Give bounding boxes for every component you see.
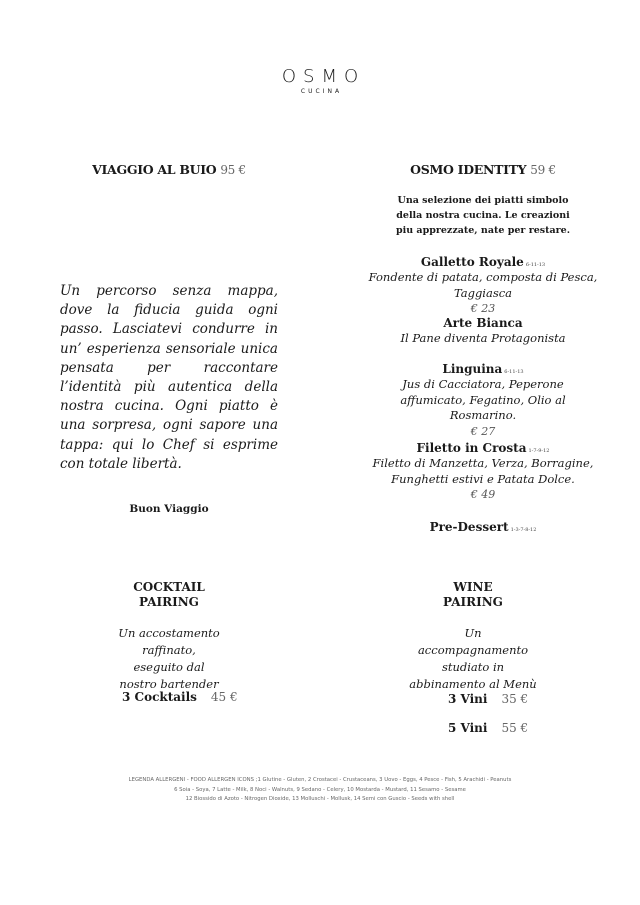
brand-name: OSMO: [281, 66, 366, 87]
buon-viaggio: Buon Viaggio: [129, 503, 209, 515]
cocktail-description: Un accostamento raffinato, eseguito dal nostro bartender: [118, 626, 220, 691]
dish-description: Fondente di patata, composta di Pesca, Taggiasca: [368, 270, 598, 300]
osmo-logo: [0, 66, 640, 95]
wine-option-5: [448, 721, 528, 735]
dish-name: Linguina: [442, 362, 503, 376]
wine-description: Un accompagnamento studiato in abbinamento al Menù: [409, 626, 537, 691]
legend-line: 12 Biossido di Azoto - Nitrogen Dioxide, 13 Molluschi - Mollusk, 14 Semi con Guscio - Seeds with shell: [185, 796, 455, 802]
option-label: 5 Vini: [448, 721, 488, 735]
viaggio-al-buio-title: [60, 162, 278, 177]
cocktail-pairing-section: [60, 580, 278, 610]
dish-name: Arte Bianca: [443, 316, 523, 330]
wine-title-line2: PAIRING: [443, 595, 503, 609]
dish-price: € 27: [470, 424, 496, 438]
dish-arte-bianca: [348, 312, 618, 347]
right-menu-intro: Una selezione dei piatti simbolo della nostra cucina. Le creazioni piu apprezzate, nate per restare.: [395, 195, 571, 236]
dish-name: Filetto in Crosta: [416, 441, 527, 455]
legend-line: 6 Soia - Soya, 7 Latte - Milk, 8 Noci - Walnuts, 9 Sedano - Celery, 10 Mostarda - Mustard, 11 Sesamo - Sesame: [174, 786, 466, 793]
dish-price: € 49: [470, 488, 496, 501]
dish-allergens: 1-3-7-8-12: [510, 527, 537, 533]
dish-description: Jus di Cacciatora, Peperone affumicato, Fegatino, Olio al Rosmarino.: [400, 377, 566, 422]
dish-description: Il Pane diventa Protagonista: [400, 331, 566, 345]
dish-allergens: 6-11-13: [525, 262, 546, 268]
brand-subtitle: CUCINA: [300, 88, 343, 95]
dish-price: € 23: [470, 302, 496, 315]
dish-name: Pre-Dessert: [429, 520, 509, 534]
cocktail-option: [122, 690, 238, 704]
wine-option-3: [448, 692, 528, 706]
dish-name: Galletto Royale: [420, 255, 524, 269]
dish-linguina: [378, 358, 588, 440]
option-price: 55 €: [501, 721, 529, 735]
osmo-identity-title: [348, 162, 618, 177]
option-price: 45 €: [210, 690, 238, 704]
cocktail-title-line1: COCKTAIL: [133, 580, 205, 594]
dish-filetto-in-crosta: [358, 437, 608, 503]
option-label: 3 Cocktails: [122, 690, 197, 704]
option-price: 35 €: [501, 692, 529, 706]
left-menu-description: Un percorso senza mappa, dove la fiducia guida ogni passo. Lasciatevi condurre in un’ esperienza sensoriale unica pensata per raccontare l’identità più autentica della nostra cucina. Ogni piatto è una sorpresa, ogni sapore una tappa: qui lo Chef si esprime con totale libertà.: [60, 283, 278, 472]
wine-pairing-section: [348, 580, 598, 610]
dish-galletto-royale: [348, 251, 618, 317]
dish-pre-dessert: [348, 516, 618, 535]
left-menu-price: 95 €: [220, 163, 246, 177]
cocktail-title-line2: PAIRING: [139, 595, 199, 609]
dish-allergens: 1-7-9-12: [528, 448, 550, 454]
option-label: 3 Vini: [448, 692, 488, 706]
legend-line: LEGENDA ALLERGENI - FOOD ALLERGEN ICONS ;1 Glutine - Gluten, 2 Crostacei - Crustaceans, 3 Uovo - Eggs, 4 Pesce - Fish, 5 Arachidi - Peanuts: [128, 777, 512, 783]
left-menu-title: VIAGGIO AL BUIO: [92, 162, 217, 177]
dish-description: Filetto di Manzetta, Verza, Borragine, Funghetti estivi e Patata Dolce.: [372, 456, 594, 486]
dish-allergens: 6-11-13: [504, 369, 524, 375]
wine-title-line1: WINE: [453, 580, 493, 594]
right-menu-price: 59 €: [530, 163, 556, 177]
right-menu-title: OSMO IDENTITY: [410, 162, 527, 177]
allergen-legend: [80, 776, 560, 805]
